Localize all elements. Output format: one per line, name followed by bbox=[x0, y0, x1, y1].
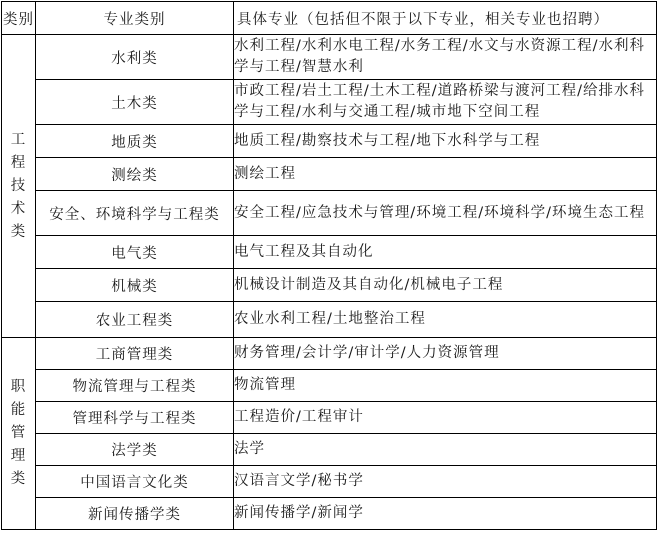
category-cell: 农业工程类 bbox=[36, 302, 234, 338]
table-row bbox=[2, 370, 657, 402]
majors-cell: 安全工程/应急技术与管理/环境工程/环境科学/环境生态工程 bbox=[234, 191, 657, 236]
category-cell: 物流管理与工程类 bbox=[36, 370, 234, 402]
majors-cell: 机械设计制造及其自动化/机械电子工程 bbox=[234, 269, 657, 302]
majors-cell: 法学 bbox=[234, 434, 657, 466]
table-row bbox=[2, 434, 657, 466]
table-row bbox=[2, 236, 657, 269]
majors-cell: 测绘工程 bbox=[234, 158, 657, 191]
table-row bbox=[2, 498, 657, 530]
header-category: 专业类别 bbox=[36, 2, 234, 35]
category-cell: 电气类 bbox=[36, 236, 234, 269]
header-type: 类别 bbox=[2, 2, 36, 35]
majors-table bbox=[1, 1, 657, 530]
majors-cell: 工程造价/工程审计 bbox=[234, 402, 657, 434]
category-cell: 水利类 bbox=[36, 35, 234, 80]
table-row bbox=[2, 466, 657, 498]
majors-cell: 汉语言文学/秘书学 bbox=[234, 466, 657, 498]
table-row bbox=[2, 80, 657, 125]
majors-cell: 电气工程及其自动化 bbox=[234, 236, 657, 269]
majors-cell: 财务管理/会计学/审计学/人力资源管理 bbox=[234, 338, 657, 370]
table-row bbox=[2, 191, 657, 236]
group-type-management: 职能管理类 bbox=[2, 338, 36, 530]
group-type-engineering: 工程技术类 bbox=[2, 35, 36, 338]
header-row bbox=[2, 2, 657, 35]
table-row bbox=[2, 338, 657, 370]
table-row bbox=[2, 35, 657, 80]
majors-cell: 农业水利工程/土地整治工程 bbox=[234, 302, 657, 338]
category-cell: 地质类 bbox=[36, 125, 234, 158]
table-row bbox=[2, 158, 657, 191]
header-specific-majors: 具体专业（包括但不限于以下专业，相关专业也招聘） bbox=[234, 2, 657, 35]
table-row bbox=[2, 402, 657, 434]
category-cell: 新闻传播学类 bbox=[36, 498, 234, 530]
category-cell: 管理科学与工程类 bbox=[36, 402, 234, 434]
majors-cell: 地质工程/勘察技术与工程/地下水科学与工程 bbox=[234, 125, 657, 158]
category-cell: 中国语言文化类 bbox=[36, 466, 234, 498]
category-cell: 土木类 bbox=[36, 80, 234, 125]
category-cell: 机械类 bbox=[36, 269, 234, 302]
majors-cell: 市政工程/岩土工程/土木工程/道路桥梁与渡河工程/给排水科学与工程/水利与交通工程/城市地下空间工程 bbox=[234, 80, 657, 125]
category-cell: 安全、环境科学与工程类 bbox=[36, 191, 234, 236]
category-cell: 测绘类 bbox=[36, 158, 234, 191]
category-cell: 工商管理类 bbox=[36, 338, 234, 370]
table-row bbox=[2, 125, 657, 158]
majors-cell: 水利工程/水利水电工程/水务工程/水文与水资源工程/水利科学与工程/智慧水利 bbox=[234, 35, 657, 80]
table-row bbox=[2, 302, 657, 338]
majors-cell: 物流管理 bbox=[234, 370, 657, 402]
majors-cell: 新闻传播学/新闻学 bbox=[234, 498, 657, 530]
category-cell: 法学类 bbox=[36, 434, 234, 466]
table-row bbox=[2, 269, 657, 302]
